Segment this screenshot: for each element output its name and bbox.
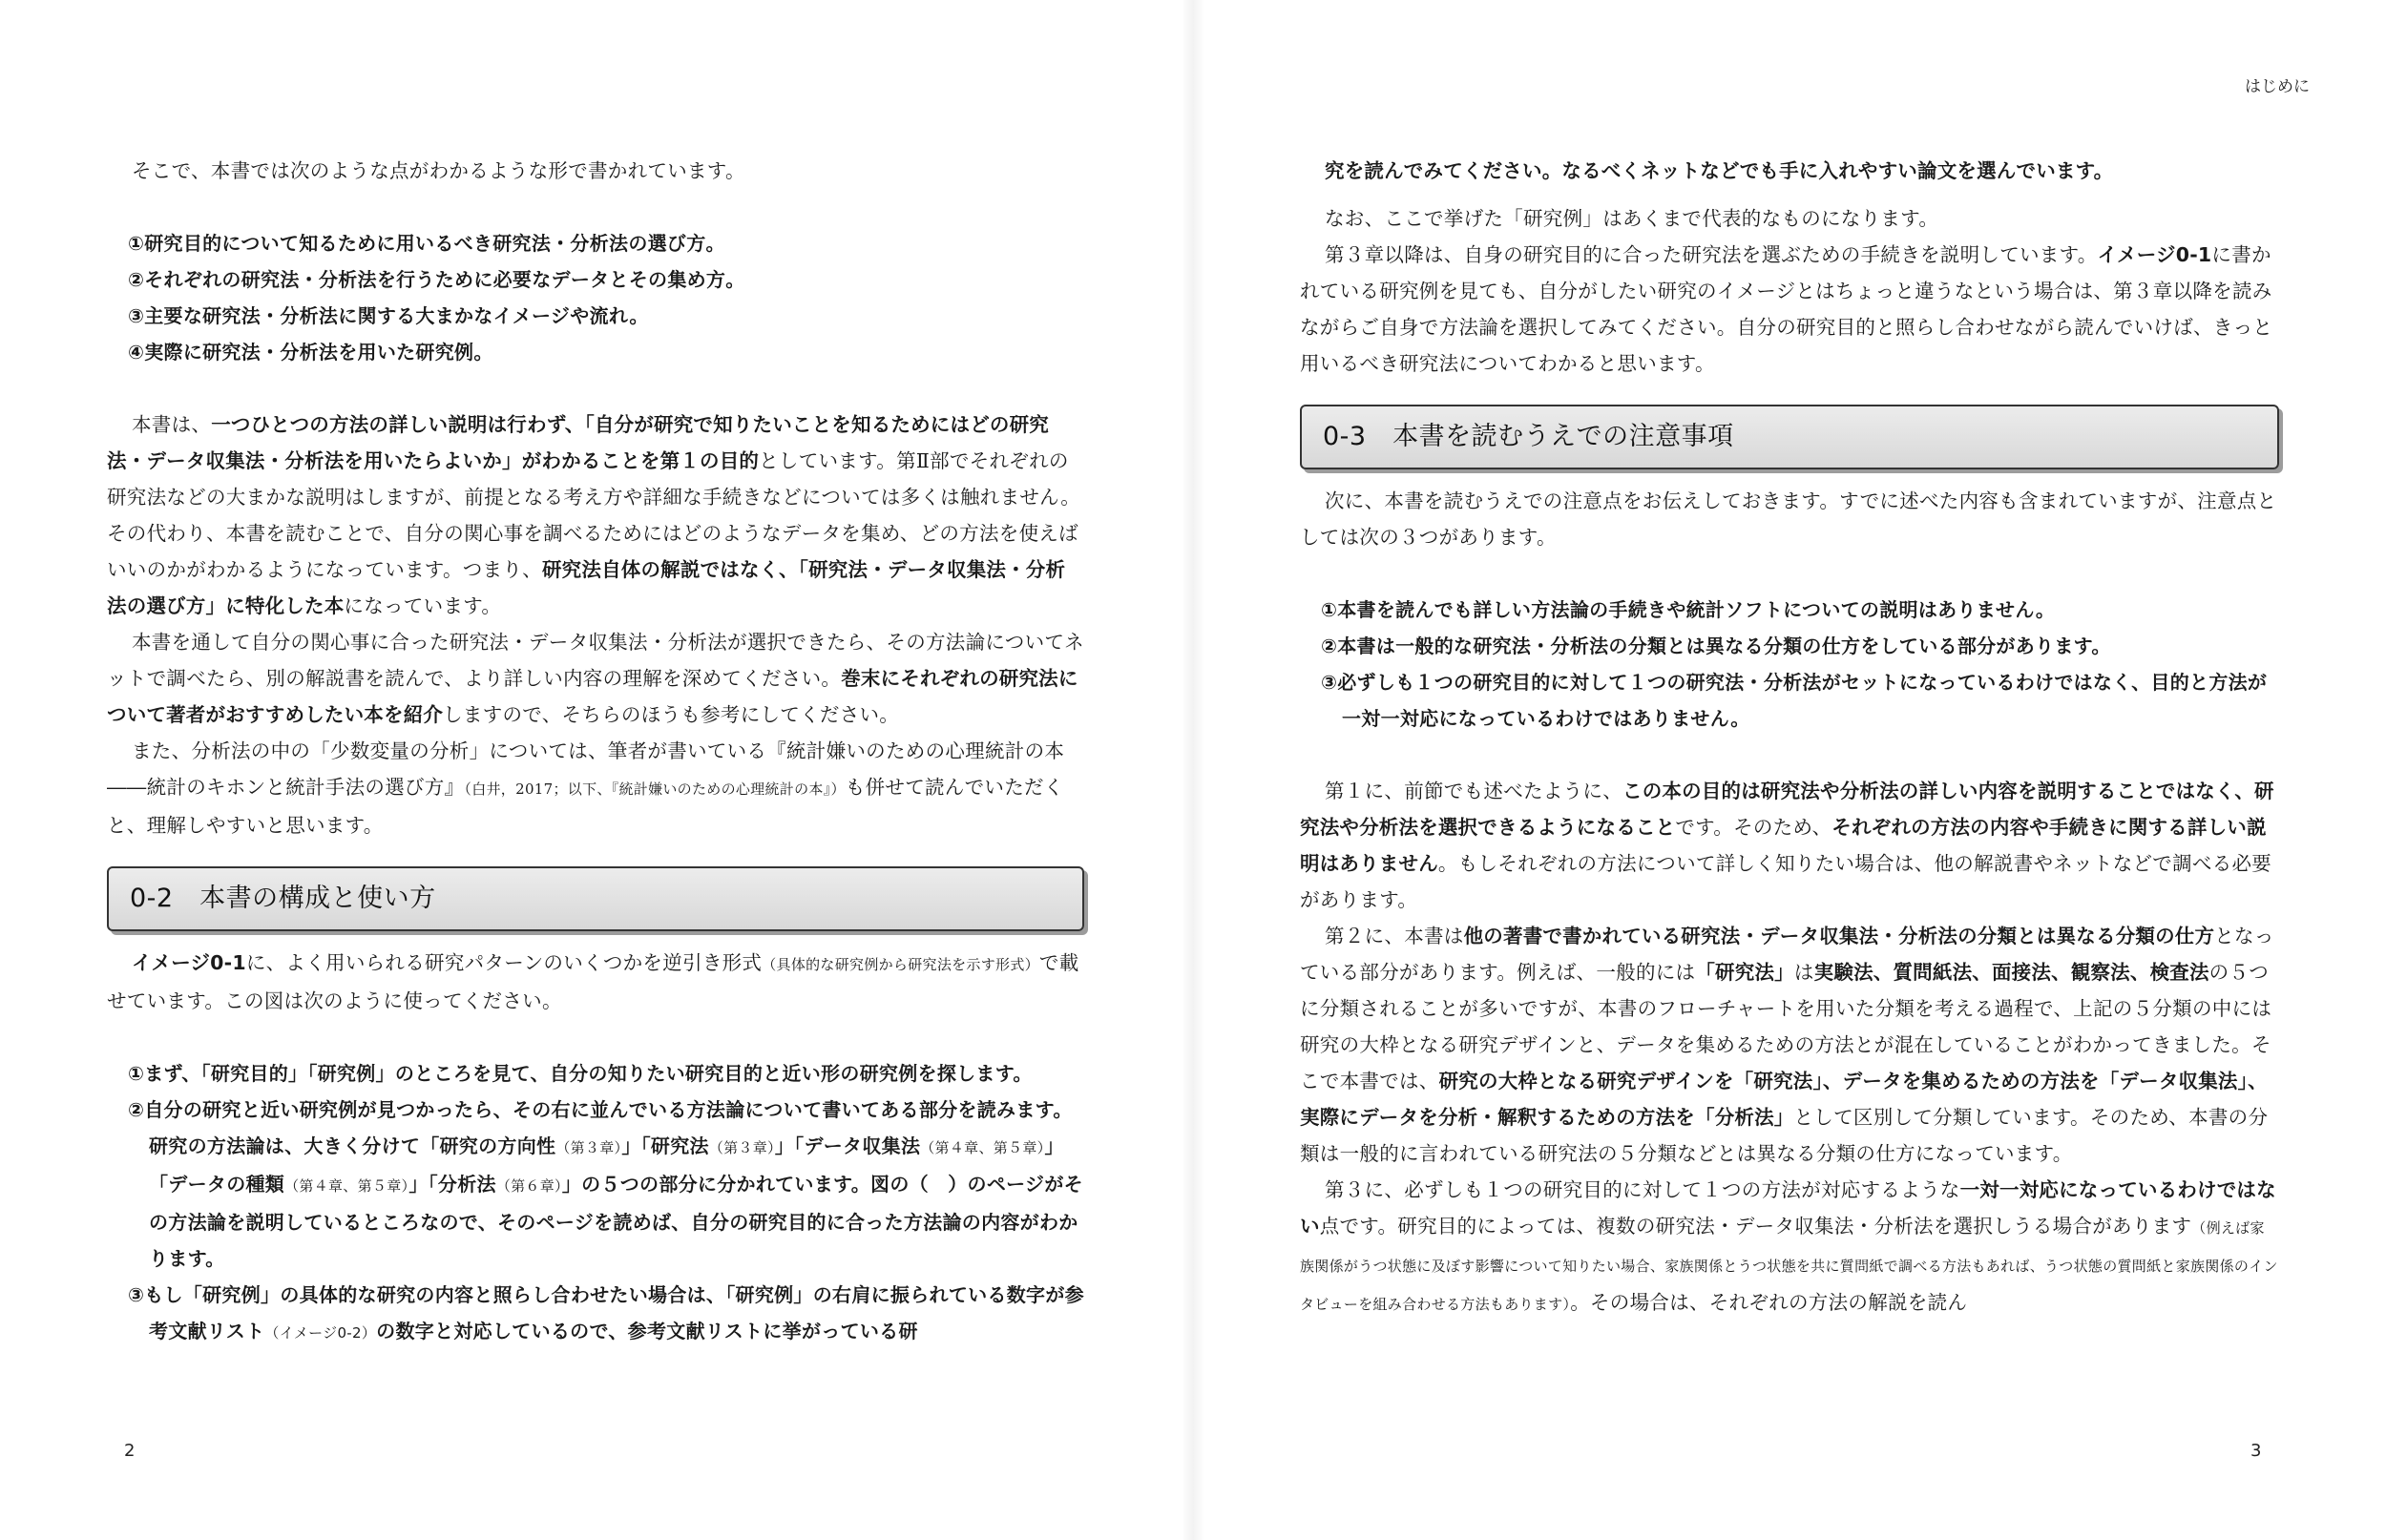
text-run: に、よく用いられる研究パターンのいくつかを逆引き形式 bbox=[245, 951, 763, 974]
page-number: 2 bbox=[124, 1441, 136, 1461]
emphasis: 巻末にそれぞれの研究法について著者がおすすめしたい本を紹介 bbox=[107, 667, 1078, 726]
page-number: 3 bbox=[2250, 1441, 2262, 1461]
emphasis: それぞれの方法の内容や手続きに関する詳しい説明はありません bbox=[1300, 816, 2267, 875]
body-paragraph bbox=[107, 624, 1084, 733]
text-run: としています。第Ⅱ部でそれぞれの研究法などの大まかな説明はしますが、前提となる考え方や詳細な手続きなどについては多くは触れません。その代わり、本書を読むことで、自分の関心事を調べるためにはどのようなデータを集め、どの方法を使えばいいのかがわかるようになっています。つまり、 bbox=[107, 449, 1081, 581]
citation-note: （具体的な研究例から研究法を示す形式） bbox=[762, 956, 1039, 973]
points-list bbox=[107, 225, 1084, 370]
emphasis: イメージ0-1 bbox=[132, 951, 246, 974]
citation-note: （白井，2017；以下、『統計嫌いのための心理統計の本』） bbox=[464, 780, 846, 798]
text-run: も併せて読んでいただくと、理解しやすいと思います。 bbox=[107, 776, 1064, 837]
body-paragraph bbox=[107, 406, 1084, 624]
text-run: 第２に、本書は bbox=[1325, 925, 1464, 947]
section-title: 0-3 本書を読むうえでの注意事項 bbox=[1323, 422, 1734, 451]
body-paragraph: なお、ここで挙げた「研究例」はあくまで代表的なものになります。 bbox=[1325, 207, 1939, 230]
text-run: 第１に、前節でも述べたように、 bbox=[1325, 780, 1622, 802]
emphasis: 他の著書で書かれている研究法・データ収集法・分析法の分類とは異なる分類の仕方 bbox=[1463, 925, 2215, 947]
list-item: ①本書を読んでも詳しい方法論の手続きや統計ソフトについての説明はありません。 bbox=[1321, 598, 2056, 621]
text-run: ②自分の研究と近い研究例が見つかったら、その右に並んでいる方法論について書いてある部分を読みます。研究の方法論は、大きく分けて「研究の方向性 bbox=[128, 1098, 1073, 1157]
text-run: となっている部分があります。例えば、一般的には bbox=[1300, 925, 2274, 984]
text-run: 」の５つの部分に分かれています。図の（ ）のページがその方法論を説明しているところなので、そのページを読めば、自分の研究目的に合った方法論の内容がわかります。 bbox=[149, 1173, 1083, 1270]
body-paragraph bbox=[1300, 237, 2279, 382]
body-paragraph bbox=[1300, 153, 2279, 189]
text-run: になっています。 bbox=[344, 594, 502, 617]
section-heading-0-2 bbox=[107, 866, 1084, 931]
emphasis: 研究法自体の解説ではなく、「研究法・データ収集法・分析法の選び方」に特化した本 bbox=[107, 558, 1066, 617]
emphasis: 一つひとつの方法の詳しい説明は行わず、「自分が研究で知りたいことを知るためにはどの研究法・データ収集法・分析法を用いたらよいか」がわかることを第１の目的 bbox=[107, 413, 1050, 472]
list-item: ①研究目的について知るために用いるべき研究法・分析法の選び方。 bbox=[128, 232, 725, 255]
text-run: 」「データ収集法 bbox=[774, 1134, 921, 1157]
emphasis: 研究の大枠となる研究デザインを「研究法」、データを集めるための方法を「データ収集法」、実際にデータを分析・解釈するための方法を「分析法」 bbox=[1300, 1070, 2268, 1129]
text-run: 本書を通して自分の関心事に合った研究法・データ収集法・分析法が選択できたら、その方法論についてネットで調べたら、別の解説書を読んで、より詳しい内容の理解を深めてください。 bbox=[107, 631, 1084, 690]
text-run: で載せています。この図は次のように使ってください。 bbox=[107, 951, 1079, 1012]
left-page-body bbox=[107, 153, 1084, 1351]
section-title: 0-2 本書の構成と使い方 bbox=[130, 884, 436, 913]
chapter-note: （第３章） bbox=[708, 1139, 775, 1156]
text-run: です。そのため、 bbox=[1675, 816, 1832, 839]
intro-paragraph: そこで、本書では次のような点がわかるような形で書かれています。 bbox=[132, 159, 745, 182]
text-run: 第３に、必ずしも１つの研究目的に対して１つの方法が対応するような bbox=[1325, 1178, 1960, 1201]
example-note: （例えば家族関係がうつ状態に及ぼす影響について知りたい場合、家族関係とうつ状態を共に質問紙で調べる方法もあれば、うつ状態の質問紙と家族関係のインタビューを組み合わせる方法もあります） bbox=[1300, 1219, 2278, 1313]
text-run: の数字と対応しているので、参考文献リストに挙がっている研 bbox=[376, 1320, 918, 1342]
text-run: 」「分析法 bbox=[408, 1173, 496, 1196]
emphasis: この本の目的は研究法や分析法の詳しい内容を説明することではなく、研究法や分析法を選択できるようになること bbox=[1300, 780, 2274, 839]
text-run: 点です。研究目的によっては、複数の研究法・データ収集法・分析法を選択しうる場合があります bbox=[1319, 1215, 2192, 1238]
body-paragraph bbox=[107, 733, 1084, 843]
text-run: 。もしそれぞれの方法について詳しく知りたい場合は、他の解説書やネットなどで調べる必要があります。 bbox=[1300, 852, 2272, 911]
usage-steps-list bbox=[107, 1055, 1084, 1351]
text-run: は bbox=[1793, 961, 1814, 984]
list-item: ④実際に研究法・分析法を用いた研究例。 bbox=[128, 341, 493, 364]
text-run: 本書は、 bbox=[132, 413, 212, 436]
list-item: ③主要な研究法・分析法に関する大まかなイメージや流れ。 bbox=[128, 304, 649, 327]
text-run: に書かれている研究例を見ても、自分がしたい研究のイメージとはちょっと違うなという場合は、第３章以降を読みながらご自身で方法論を選択してみてください。自分の研究目的と照らし合わせながら読んでいけば、きっと用いるべき研究法についてわかると思います。 bbox=[1300, 243, 2273, 375]
section-heading-0-3 bbox=[1300, 405, 2279, 469]
text-run: 。その場合は、それぞれの方法の解説を読ん bbox=[1570, 1291, 1968, 1314]
cautions-list bbox=[1300, 592, 2279, 737]
right-page-body bbox=[1300, 153, 2279, 1322]
emphasis: 究を読んでみてください。なるべくネットなどでも手に入れやすい論文を選んでいます。 bbox=[1325, 159, 2114, 182]
list-item: ②それぞれの研究法・分析法を行うために必要なデータとその集め方。 bbox=[128, 268, 745, 291]
body-paragraph bbox=[1300, 1172, 2279, 1322]
list-item bbox=[107, 1092, 1084, 1277]
text-run: の５つに分類されることが多いですが、本書のフローチャートを用いた分類を考える過程で、上記の５分類の中には研究の大枠となる研究デザインと、データを集めるための方法とが混在していることがわかってきました。そこで本書では、 bbox=[1300, 961, 2272, 1093]
chapter-note: （第４章、第５章） bbox=[920, 1139, 1045, 1156]
text-run: 」「データの種類 bbox=[149, 1134, 1064, 1196]
list-item bbox=[107, 1277, 1084, 1351]
chapter-note: （第３章） bbox=[555, 1139, 622, 1156]
body-paragraph bbox=[1300, 918, 2279, 1172]
list-item: ①まず、「研究目的」「研究例」のところを見て、自分の知りたい研究目的と近い形の研究例を探します。 bbox=[128, 1062, 1033, 1085]
emphasis: イメージ0-1 bbox=[2097, 243, 2212, 266]
body-paragraph: 次に、本書を読むうえでの注意点をお伝えしておきます。すでに述べた内容も含まれていますが、注意点としては次の３つがあります。 bbox=[1300, 489, 2277, 549]
emphasis: 実験法、質問紙法、面接法、観察法、検査法 bbox=[1813, 961, 2209, 984]
body-paragraph bbox=[1300, 773, 2279, 918]
right-page bbox=[1193, 0, 2386, 1540]
text-run: また、分析法の中の「少数変量の分析」については、筆者が書いている『統計嫌いのための心理統計の本――統計のキホンと統計手法の選び方』 bbox=[107, 739, 1065, 799]
body-paragraph bbox=[107, 945, 1084, 1019]
chapter-note: （第４章、第５章） bbox=[284, 1177, 409, 1195]
text-run: 」「研究法 bbox=[621, 1134, 709, 1157]
emphasis: 「研究法」 bbox=[1695, 961, 1794, 984]
list-item: ②本書は一般的な研究法・分析法の分類とは異なる分類の仕方をしている部分があります。 bbox=[1321, 635, 2111, 657]
chapter-note: （第６章） bbox=[495, 1177, 562, 1195]
text-run: ③もし「研究例」の具体的な研究の内容と照らし合わせたい場合は、「研究例」の右肩に振られている数字が参考文献リスト bbox=[128, 1283, 1084, 1342]
figure-note: （イメージ0-2） bbox=[264, 1324, 377, 1342]
emphasis: 一対一対応になっているわけではない bbox=[1300, 1178, 2276, 1238]
running-head: はじめに bbox=[2245, 77, 2310, 96]
text-run: 第３章以降は、自身の研究目的に合った研究法を選ぶための手続きを説明しています。 bbox=[1325, 243, 2098, 266]
list-item: ③必ずしも１つの研究目的に対して１つの研究法・分析法がセットになっているわけではなく、目的と方法が一対一対応になっているわけではありません。 bbox=[1321, 671, 2268, 730]
text-run: しますので、そちらのほうも参考にしてください。 bbox=[443, 703, 900, 726]
text-run: として区別して分類しています。そのため、本書の分類は一般的に言われている研究法の５分類などとは異なる分類の仕方になっています。 bbox=[1300, 1106, 2269, 1165]
